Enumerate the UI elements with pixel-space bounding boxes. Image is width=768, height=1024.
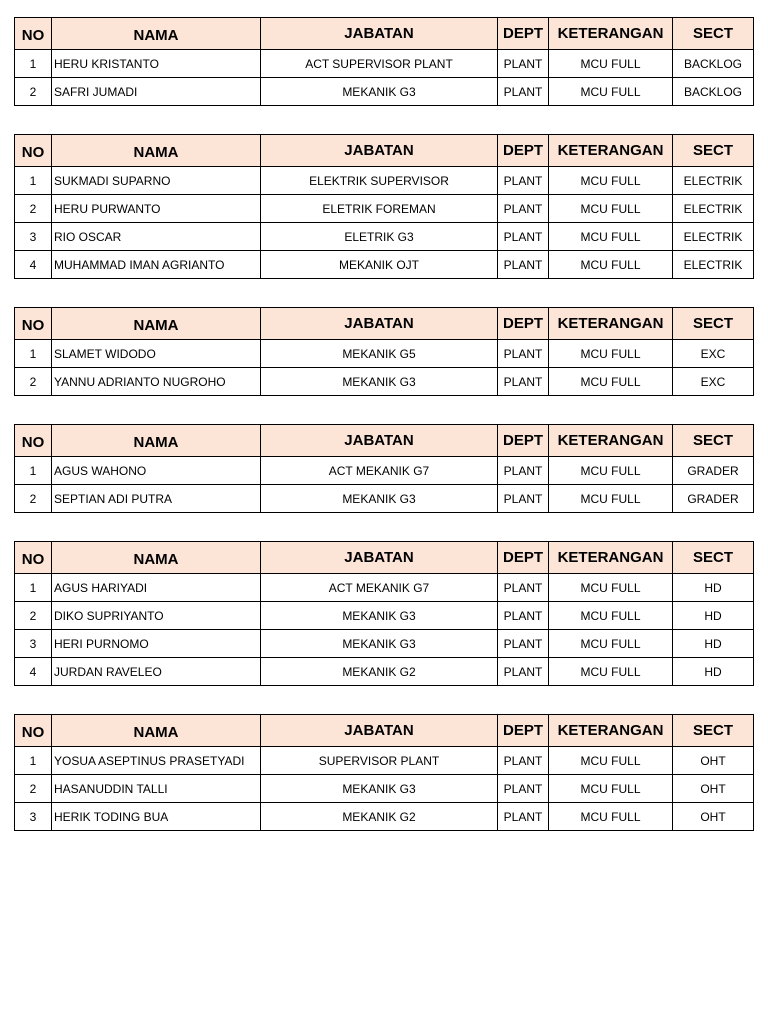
roster-table bbox=[14, 541, 754, 686]
cell-no: 3 bbox=[15, 803, 52, 831]
table-row bbox=[15, 368, 754, 396]
cell-no: 4 bbox=[15, 251, 52, 279]
table-row bbox=[15, 747, 754, 775]
table-row bbox=[15, 195, 754, 223]
header-dept: DEPT bbox=[498, 135, 549, 167]
cell-nama: AGUS HARIYADI bbox=[52, 574, 261, 602]
cell-dept: PLANT bbox=[498, 167, 549, 195]
roster-table bbox=[14, 17, 754, 106]
cell-sect: OHT bbox=[673, 747, 754, 775]
cell-nama: HERI PURNOMO bbox=[52, 630, 261, 658]
cell-jabatan: MEKANIK G3 bbox=[261, 630, 498, 658]
header-dept: DEPT bbox=[498, 425, 549, 457]
cell-nama: DIKO SUPRIYANTO bbox=[52, 602, 261, 630]
cell-keterangan: MCU FULL bbox=[549, 775, 673, 803]
cell-jabatan: MEKANIK G3 bbox=[261, 775, 498, 803]
cell-jabatan: ELETRIK FOREMAN bbox=[261, 195, 498, 223]
table-header-row bbox=[15, 425, 754, 457]
cell-sect: BACKLOG bbox=[673, 78, 754, 106]
header-no: NO bbox=[15, 135, 52, 167]
cell-no: 2 bbox=[15, 368, 52, 396]
cell-jabatan: SUPERVISOR PLANT bbox=[261, 747, 498, 775]
roster-table bbox=[14, 307, 754, 396]
table-row bbox=[15, 167, 754, 195]
cell-jabatan: MEKANIK G3 bbox=[261, 78, 498, 106]
cell-jabatan: MEKANIK G3 bbox=[261, 602, 498, 630]
cell-no: 1 bbox=[15, 574, 52, 602]
cell-keterangan: MCU FULL bbox=[549, 195, 673, 223]
cell-keterangan: MCU FULL bbox=[549, 457, 673, 485]
table-row bbox=[15, 803, 754, 831]
header-jabatan: JABATAN bbox=[261, 135, 498, 167]
cell-dept: PLANT bbox=[498, 223, 549, 251]
header-keterangan: KETERANGAN bbox=[549, 715, 673, 747]
table-row bbox=[15, 50, 754, 78]
cell-nama: HERU KRISTANTO bbox=[52, 50, 261, 78]
cell-nama: HERIK TODING BUA bbox=[52, 803, 261, 831]
cell-jabatan: MEKANIK G5 bbox=[261, 340, 498, 368]
cell-keterangan: MCU FULL bbox=[549, 630, 673, 658]
cell-nama: JURDAN RAVELEO bbox=[52, 658, 261, 686]
cell-sect: OHT bbox=[673, 803, 754, 831]
cell-keterangan: MCU FULL bbox=[549, 368, 673, 396]
header-jabatan: JABATAN bbox=[261, 308, 498, 340]
header-dept: DEPT bbox=[498, 18, 549, 50]
cell-jabatan: MEKANIK G2 bbox=[261, 658, 498, 686]
roster-table bbox=[14, 714, 754, 831]
cell-nama: RIO OSCAR bbox=[52, 223, 261, 251]
cell-no: 1 bbox=[15, 167, 52, 195]
cell-nama: MUHAMMAD IMAN AGRIANTO bbox=[52, 251, 261, 279]
cell-jabatan: MEKANIK G2 bbox=[261, 803, 498, 831]
header-nama: NAMA bbox=[52, 308, 261, 340]
cell-nama: SUKMADI SUPARNO bbox=[52, 167, 261, 195]
table-header-row bbox=[15, 135, 754, 167]
cell-dept: PLANT bbox=[498, 775, 549, 803]
cell-keterangan: MCU FULL bbox=[549, 747, 673, 775]
header-keterangan: KETERANGAN bbox=[549, 425, 673, 457]
cell-sect: GRADER bbox=[673, 485, 754, 513]
cell-dept: PLANT bbox=[498, 78, 549, 106]
cell-sect: ELECTRIK bbox=[673, 195, 754, 223]
cell-sect: ELECTRIK bbox=[673, 223, 754, 251]
cell-dept: PLANT bbox=[498, 251, 549, 279]
cell-sect: ELECTRIK bbox=[673, 167, 754, 195]
cell-jabatan: MEKANIK G3 bbox=[261, 368, 498, 396]
header-dept: DEPT bbox=[498, 542, 549, 574]
cell-nama: SLAMET WIDODO bbox=[52, 340, 261, 368]
cell-jabatan: ACT SUPERVISOR PLANT bbox=[261, 50, 498, 78]
cell-sect: BACKLOG bbox=[673, 50, 754, 78]
cell-keterangan: MCU FULL bbox=[549, 574, 673, 602]
cell-nama: AGUS WAHONO bbox=[52, 457, 261, 485]
cell-jabatan: MEKANIK G3 bbox=[261, 485, 498, 513]
cell-sect: EXC bbox=[673, 340, 754, 368]
cell-nama: YOSUA ASEPTINUS PRASETYADI bbox=[52, 747, 261, 775]
table-row bbox=[15, 223, 754, 251]
roster-table bbox=[14, 424, 754, 513]
cell-jabatan: ACT MEKANIK G7 bbox=[261, 574, 498, 602]
cell-jabatan: ACT MEKANIK G7 bbox=[261, 457, 498, 485]
cell-keterangan: MCU FULL bbox=[549, 223, 673, 251]
cell-nama: HERU PURWANTO bbox=[52, 195, 261, 223]
cell-keterangan: MCU FULL bbox=[549, 658, 673, 686]
header-nama: NAMA bbox=[52, 135, 261, 167]
header-sect: SECT bbox=[673, 542, 754, 574]
cell-no: 1 bbox=[15, 50, 52, 78]
cell-sect: HD bbox=[673, 630, 754, 658]
header-jabatan: JABATAN bbox=[261, 542, 498, 574]
cell-sect: HD bbox=[673, 658, 754, 686]
header-sect: SECT bbox=[673, 135, 754, 167]
table-row bbox=[15, 485, 754, 513]
header-no: NO bbox=[15, 542, 52, 574]
table-row bbox=[15, 340, 754, 368]
cell-sect: OHT bbox=[673, 775, 754, 803]
table-header-row bbox=[15, 308, 754, 340]
header-keterangan: KETERANGAN bbox=[549, 135, 673, 167]
header-dept: DEPT bbox=[498, 715, 549, 747]
header-sect: SECT bbox=[673, 308, 754, 340]
cell-no: 4 bbox=[15, 658, 52, 686]
cell-dept: PLANT bbox=[498, 50, 549, 78]
cell-nama: SAFRI JUMADI bbox=[52, 78, 261, 106]
cell-keterangan: MCU FULL bbox=[549, 803, 673, 831]
header-nama: NAMA bbox=[52, 715, 261, 747]
cell-no: 3 bbox=[15, 223, 52, 251]
cell-keterangan: MCU FULL bbox=[549, 78, 673, 106]
cell-keterangan: MCU FULL bbox=[549, 50, 673, 78]
table-row bbox=[15, 78, 754, 106]
cell-dept: PLANT bbox=[498, 803, 549, 831]
header-jabatan: JABATAN bbox=[261, 715, 498, 747]
cell-jabatan: MEKANIK OJT bbox=[261, 251, 498, 279]
cell-keterangan: MCU FULL bbox=[549, 485, 673, 513]
cell-sect: HD bbox=[673, 574, 754, 602]
table-row bbox=[15, 658, 754, 686]
cell-dept: PLANT bbox=[498, 658, 549, 686]
cell-no: 2 bbox=[15, 602, 52, 630]
cell-jabatan: ELETRIK G3 bbox=[261, 223, 498, 251]
header-nama: NAMA bbox=[52, 542, 261, 574]
cell-no: 3 bbox=[15, 630, 52, 658]
cell-dept: PLANT bbox=[498, 340, 549, 368]
table-row bbox=[15, 602, 754, 630]
cell-dept: PLANT bbox=[498, 485, 549, 513]
cell-sect: EXC bbox=[673, 368, 754, 396]
cell-keterangan: MCU FULL bbox=[549, 340, 673, 368]
header-keterangan: KETERANGAN bbox=[549, 542, 673, 574]
table-header-row bbox=[15, 18, 754, 50]
roster-table bbox=[14, 134, 754, 279]
roster-document bbox=[14, 17, 753, 859]
header-dept: DEPT bbox=[498, 308, 549, 340]
cell-sect: ELECTRIK bbox=[673, 251, 754, 279]
cell-no: 1 bbox=[15, 747, 52, 775]
cell-dept: PLANT bbox=[498, 630, 549, 658]
cell-keterangan: MCU FULL bbox=[549, 251, 673, 279]
header-keterangan: KETERANGAN bbox=[549, 308, 673, 340]
header-keterangan: KETERANGAN bbox=[549, 18, 673, 50]
cell-keterangan: MCU FULL bbox=[549, 167, 673, 195]
header-sect: SECT bbox=[673, 715, 754, 747]
cell-no: 1 bbox=[15, 340, 52, 368]
table-row bbox=[15, 630, 754, 658]
header-sect: SECT bbox=[673, 18, 754, 50]
table-row bbox=[15, 457, 754, 485]
cell-keterangan: MCU FULL bbox=[549, 602, 673, 630]
header-nama: NAMA bbox=[52, 425, 261, 457]
header-sect: SECT bbox=[673, 425, 754, 457]
cell-jabatan: ELEKTRIK SUPERVISOR bbox=[261, 167, 498, 195]
cell-nama: SEPTIAN ADI PUTRA bbox=[52, 485, 261, 513]
cell-dept: PLANT bbox=[498, 747, 549, 775]
cell-dept: PLANT bbox=[498, 574, 549, 602]
header-no: NO bbox=[15, 308, 52, 340]
table-row bbox=[15, 574, 754, 602]
cell-nama: YANNU ADRIANTO NUGROHO bbox=[52, 368, 261, 396]
header-nama: NAMA bbox=[52, 18, 261, 50]
cell-dept: PLANT bbox=[498, 195, 549, 223]
cell-sect: GRADER bbox=[673, 457, 754, 485]
cell-no: 1 bbox=[15, 457, 52, 485]
cell-no: 2 bbox=[15, 775, 52, 803]
cell-dept: PLANT bbox=[498, 368, 549, 396]
header-jabatan: JABATAN bbox=[261, 425, 498, 457]
header-jabatan: JABATAN bbox=[261, 18, 498, 50]
cell-no: 2 bbox=[15, 195, 52, 223]
header-no: NO bbox=[15, 425, 52, 457]
table-header-row bbox=[15, 542, 754, 574]
cell-sect: HD bbox=[673, 602, 754, 630]
table-row bbox=[15, 251, 754, 279]
table-header-row bbox=[15, 715, 754, 747]
cell-dept: PLANT bbox=[498, 602, 549, 630]
header-no: NO bbox=[15, 715, 52, 747]
cell-nama: HASANUDDIN TALLI bbox=[52, 775, 261, 803]
cell-dept: PLANT bbox=[498, 457, 549, 485]
table-row bbox=[15, 775, 754, 803]
cell-no: 2 bbox=[15, 78, 52, 106]
header-no: NO bbox=[15, 18, 52, 50]
cell-no: 2 bbox=[15, 485, 52, 513]
